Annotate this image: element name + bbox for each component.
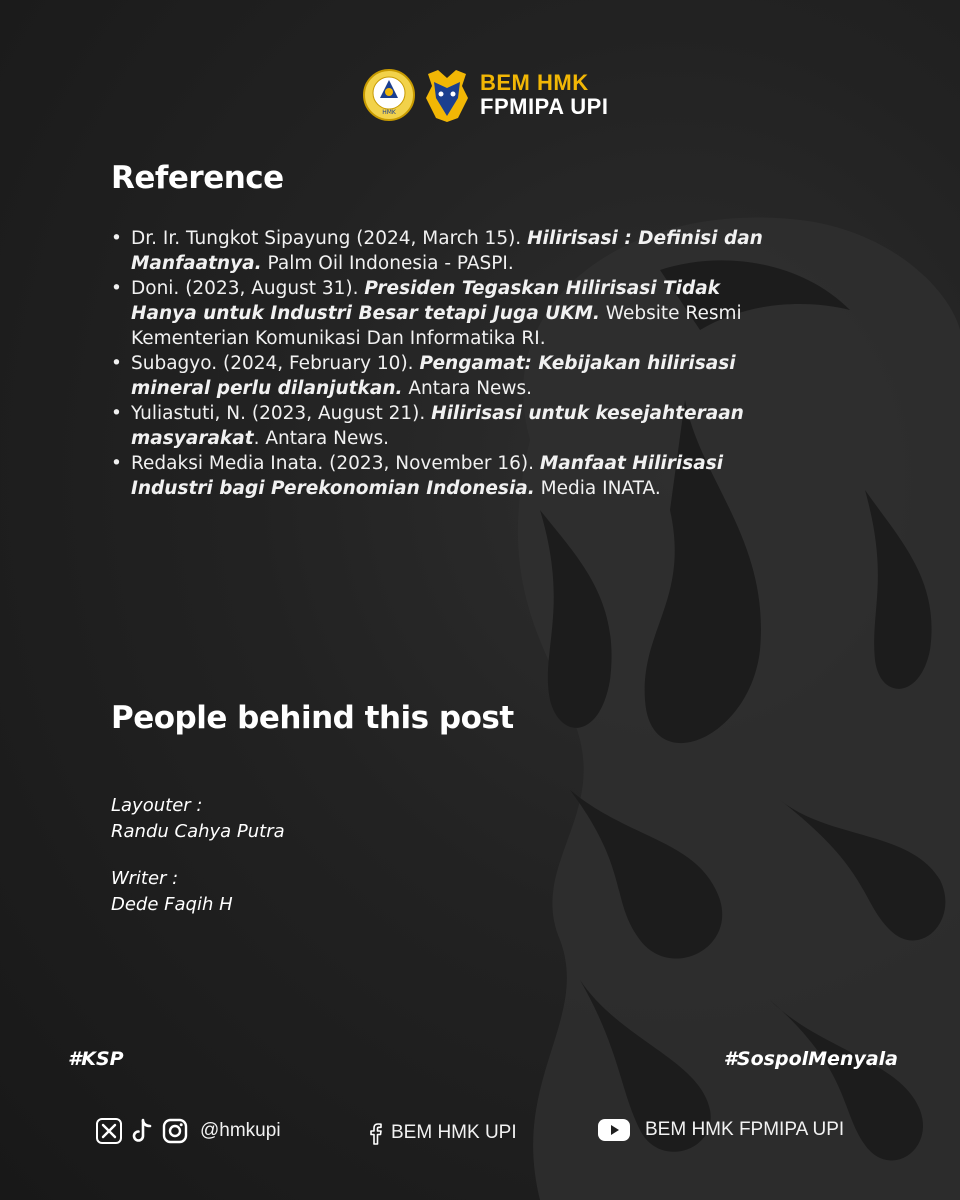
youtube-icon[interactable] (597, 1118, 631, 1142)
facebook-label[interactable]: BEM HMK UPI (391, 1122, 517, 1143)
reference-list (111, 226, 791, 501)
hmk-seal-icon (362, 68, 416, 122)
reference-author: Redaksi Media Inata. (2023, November 16). (131, 453, 540, 474)
people-title: People behind this post (111, 700, 514, 736)
reference-item (111, 226, 791, 276)
writer-credit (111, 866, 233, 918)
reference-author: Dr. Ir. Tungkot Sipayung (2024, March 15). (131, 228, 528, 249)
reference-item (111, 401, 791, 451)
instagram-icon[interactable] (162, 1118, 188, 1144)
reference-source: Media INATA. (534, 478, 661, 499)
brand-line-1: BEM HMK (480, 69, 589, 95)
hashtag-ksp: #KSP (68, 1048, 124, 1070)
reference-item (111, 451, 791, 501)
brand-name (480, 71, 608, 119)
reference-article-title: Presiden Tegaskan Hilirisasi Tidak Hanya untuk Industri Besar tetapi Juga UKM. (131, 278, 720, 324)
facebook-link[interactable] (367, 1120, 517, 1146)
reference-article-title: Hilirisasi : Definisi dan Manfaatnya. (131, 228, 763, 274)
reference-author: Yuliastuti, N. (2023, August 21). (131, 403, 432, 424)
hashtag-sospol: #SospolMenyala (723, 1048, 898, 1070)
reference-item (111, 276, 791, 351)
reference-article-title: Hilirisasi untuk kesejahteraan masyarakat (131, 403, 744, 449)
social-handle-group[interactable] (96, 1118, 281, 1144)
layouter-name: Randu Cahya Putra (111, 821, 285, 842)
reference-item (111, 351, 791, 401)
facebook-icon[interactable] (367, 1120, 383, 1146)
reference-source: . Antara News. (253, 428, 389, 449)
reference-title: Reference (111, 160, 284, 196)
reference-author: Doni. (2023, August 31). (131, 278, 365, 299)
reference-source: Palm Oil Indonesia - PASPI. (261, 253, 514, 274)
reference-author: Subagyo. (2024, February 10). (131, 353, 420, 374)
bem-crest-icon (424, 68, 470, 122)
instagram-handle[interactable]: @hmkupi (200, 1120, 281, 1141)
seal-text: HMK (382, 109, 396, 116)
x-icon[interactable] (96, 1118, 122, 1144)
layouter-label: Layouter : (111, 795, 203, 816)
social-footer (0, 1116, 960, 1150)
reference-article-title: Manfaat Hilirisasi Industri bagi Perekonomian Indonesia. (131, 453, 724, 499)
brand-line-2: FPMIPA UPI (480, 94, 609, 119)
tiktok-icon[interactable] (130, 1118, 154, 1144)
layouter-credit (111, 793, 285, 845)
youtube-label[interactable]: BEM HMK FPMIPA UPI (645, 1119, 845, 1140)
reference-source: Website Resmi Kementerian Komunikasi Dan Informatika RI. (131, 303, 742, 349)
reference-article-title: Pengamat: Kebijakan hilirisasi mineral perlu dilanjutkan. (131, 353, 736, 399)
writer-label: Writer : (111, 868, 179, 889)
header-logos (362, 66, 608, 124)
reference-source: Antara News. (402, 378, 533, 399)
youtube-link[interactable] (597, 1118, 844, 1142)
writer-name: Dede Faqih H (111, 894, 233, 915)
